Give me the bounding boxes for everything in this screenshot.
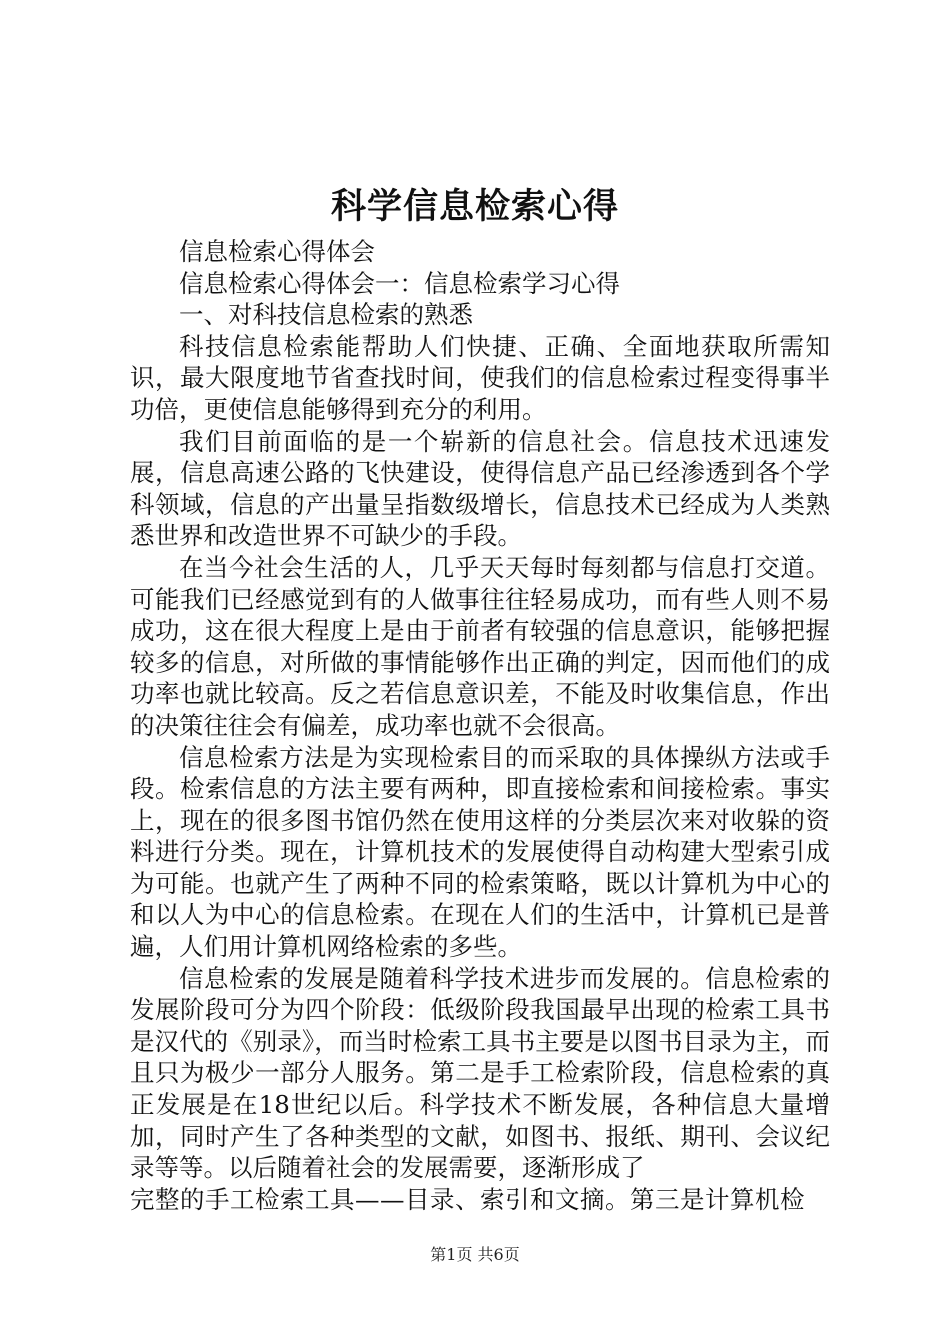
paragraph-5: 信息检索的发展是随着科学技术进步而发展的。信息检索的发展阶段可分为四个阶段：低级阶段我国最早出现的检索工具书是汉代的《别录》，而当时检索工具书主要是以图书目录为主，而且只为极少一部分人服务。第二是手工检索阶段，信息检索的真正发展是在18世纪以后。科学技术不断发展，各种信息大量增加，同时产生了各种类型的文献，如图书、报纸、期刊、会议纪录等等。以后随着社会的发展需要，逐渐形成了 bbox=[130, 963, 830, 1183]
paragraph-3: 在当今社会生活的人，几乎天天每时每刻都与信息打交道。可能我们已经感觉到有的人做事往往轻易成功，而有些人则不易成功，这在很大程度上是由于前者有较强的信息意识，能够把握较多的信息，对所做的事情能够作出正确的判定，因而他们的成功率也就比较高。反之若信息意识差，不能及时收集信息，作出的决策往往会有偏差，成功率也就不会很高。 bbox=[130, 552, 830, 740]
paragraph-4: 信息检索方法是为实现检索目的而采取的具体操纵方法或手段。检索信息的方法主要有两种，即直接检索和间接检索。事实上，现在的很多图书馆仍然在使用这样的分类层次来对收躲的资料进行分类。现在，计算机技术的发展使得自动构建大型索引成为可能。也就产生了两种不同的检索策略，既以计算机为中心的和以人为中心的信息检索。在现在人们的生活中，计算机已是普遍，人们用计算机网络检索的多些。 bbox=[130, 742, 830, 962]
document-title: 科学信息检索心得 bbox=[330, 187, 619, 227]
page-indicator: 第1页 共6页 bbox=[430, 1245, 520, 1264]
paragraph-heading-1: 信息检索心得体会 bbox=[179, 237, 375, 266]
document-body bbox=[130, 236, 830, 1215]
paragraph-2: 我们目前面临的是一个崭新的信息社会。信息技术迅速发展，信息高速公路的飞快建设，使得信息产品已经渗透到各个学科领域，信息的产出量呈指数级增长，信息技术已经成为人类熟悉世界和改造世界不可缺少的手段。 bbox=[130, 426, 830, 551]
paragraph-5-continued: 完整的手工检索工具——目录、索引和文摘。第三是计算机检 bbox=[130, 1184, 805, 1214]
paragraph-1: 科技信息检索能帮助人们快捷、正确、全面地获取所需知识，最大限度地节省查找时间，使我们的信息检索过程变得事半功倍，更使信息能够得到充分的利用。 bbox=[130, 331, 830, 424]
paragraph-heading-2: 信息检索心得体会一：信息检索学习心得 bbox=[179, 268, 620, 298]
paragraph-heading-3: 一、对科技信息检索的熟悉 bbox=[179, 300, 473, 330]
